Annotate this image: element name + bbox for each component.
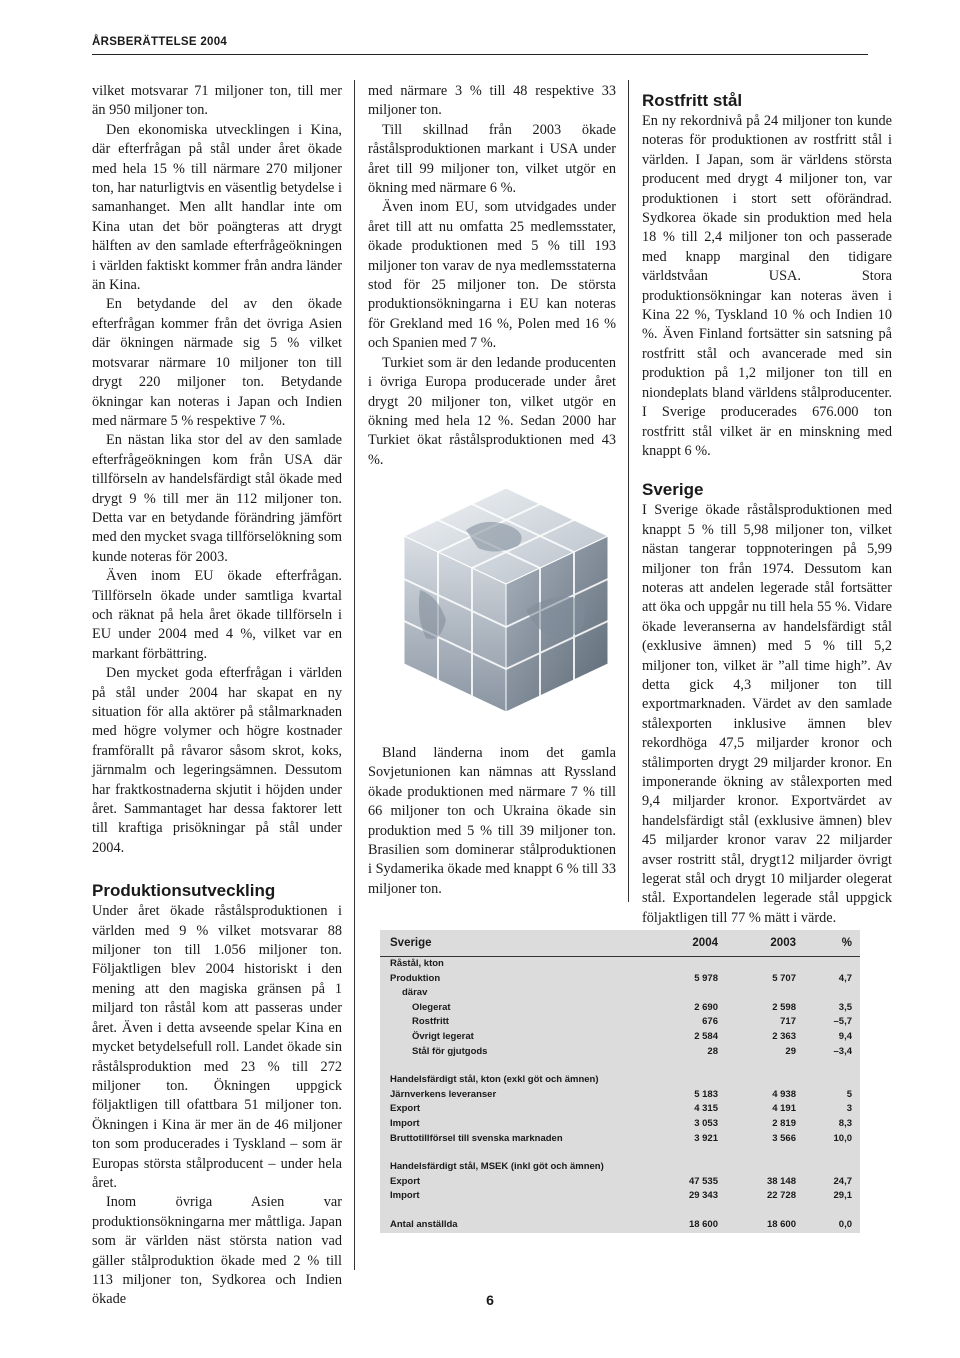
table-spacer-row bbox=[380, 1146, 860, 1160]
table-value bbox=[718, 957, 796, 972]
column-2 bbox=[368, 82, 616, 470]
header-rule bbox=[92, 54, 868, 55]
heading-rostfritt-stal: Rostfritt stål bbox=[642, 91, 743, 110]
table-pad bbox=[380, 957, 390, 972]
table-value bbox=[718, 1073, 796, 1088]
table-value bbox=[796, 1073, 852, 1088]
table-value bbox=[640, 1160, 718, 1175]
table-value: 8,3 bbox=[838, 1117, 852, 1129]
table-value: 0,0 bbox=[838, 1218, 852, 1230]
table-value: 29,1 bbox=[833, 1190, 852, 1202]
table-value bbox=[640, 1073, 718, 1088]
table-pad bbox=[852, 1073, 860, 1088]
table-value: 2 690 bbox=[694, 1001, 718, 1013]
table-value: 18 600 bbox=[688, 1218, 718, 1230]
table-value bbox=[640, 957, 718, 972]
table-value: 5 707 bbox=[772, 972, 796, 984]
table-row bbox=[380, 1001, 860, 1016]
table-value: 18 600 bbox=[766, 1218, 796, 1230]
table-value: 2 819 bbox=[772, 1117, 796, 1129]
table-row bbox=[380, 1132, 860, 1147]
table-pad bbox=[852, 930, 860, 957]
table-row-label: Antal anställda bbox=[390, 1218, 458, 1230]
table-value: –3,4 bbox=[833, 1045, 852, 1057]
paragraph: Till skillnad från 2003 ökade råstålsproduktionen markant i USA under året till 99 miljoner ton, vilket utgör en ökning med närmare 6 %. bbox=[368, 121, 616, 197]
table-value: 2 584 bbox=[694, 1030, 718, 1042]
column-1-body-2 bbox=[92, 902, 342, 1310]
sverige-statistics-table bbox=[380, 930, 860, 1233]
table-pad bbox=[852, 1175, 860, 1190]
paragraph: Under året ökade råstålsproduktionen i världen med 9 % vilket motsvarar 88 miljoner ton till 1.056 miljoner ton. Följaktligen blev 2004 historiskt i den mening att den magiska gränsen på 1 miljard ton råstål kom att passeras under året. Även i detta avseende spelar Kina en mycket betydelsefull roll. Landet ökade sin råstålsproduktion med 23 % till 272 miljoner ton. Ökningen uppgick följaktligen till ofattbara 51 miljoner ton. Ökningen i Kina är mer än de 46 miljoner ton som producerades i Tyskland – som är Europas största stålproducent – under hela året. bbox=[92, 903, 342, 1191]
table-value: 28 bbox=[707, 1045, 718, 1057]
table-spacer-row bbox=[380, 1204, 860, 1218]
column-divider-2 bbox=[628, 80, 629, 902]
table-pad bbox=[380, 1001, 390, 1016]
table-value: 3 921 bbox=[694, 1132, 718, 1144]
table-row-label: Export bbox=[390, 1103, 421, 1115]
table-pad bbox=[852, 1132, 860, 1147]
table-pad bbox=[380, 1088, 390, 1103]
paragraph: med närmare 3 % till 48 respektive 33 miljoner ton. bbox=[368, 83, 616, 119]
globe-cube-image bbox=[396, 480, 616, 720]
table-value: 2 363 bbox=[772, 1030, 796, 1042]
table-row bbox=[380, 1045, 860, 1060]
table-row bbox=[380, 1073, 860, 1088]
table-row bbox=[380, 1015, 860, 1030]
paragraph: Turkiet som är den ledande producenten i övriga Europa producerade under året drygt 20 miljoner ton, vilket utgör en ökning med hela 12 %. Sedan 2000 har Turkiet ökat råstålsproduktionen med 43 %. bbox=[368, 354, 616, 468]
column-1-body bbox=[92, 82, 342, 858]
paragraph: En betydande del av den ökade efterfrågan kommer från det övriga Asien där ökningen närmade sig 5 % vilket motsvarar närmare 10 miljoner ton till drygt 220 miljoner ton. Betydande ökningar kan noteras i Japan och Indien med närmare 5 % respektive 7 %. bbox=[92, 296, 342, 429]
table-pad bbox=[852, 1001, 860, 1016]
paragraph: Den mycket goda efterfrågan i världen på stål under 2004 har skapat en ny situation för alla aktörer på stålmarknaden med högre volymer och högre kostnader framförallt på råvaror såsom skrot, koks, järnmalm och legeringsämnen. Dessutom har fraktkostnaderna skjutit i höjden under året. Sammantaget har dessa faktorer lett till kraftiga prisökningar på stål under 2004. bbox=[92, 665, 342, 856]
table-row bbox=[380, 986, 860, 1001]
table-row-label: Handelsfärdigt stål, kton (exkl göt och ämnen) bbox=[390, 1074, 599, 1086]
table-row bbox=[380, 1218, 860, 1233]
paragraph: vilket motsvarar 71 miljoner ton, till mer än 950 miljoner ton. bbox=[92, 83, 342, 119]
column-2-body-2 bbox=[368, 744, 616, 899]
table-pad bbox=[380, 1102, 390, 1117]
table-value: 2 598 bbox=[772, 1001, 796, 1013]
column-3-body-1 bbox=[642, 112, 892, 461]
table-header-year: 2004 bbox=[640, 930, 718, 957]
table-value: 9,4 bbox=[838, 1030, 852, 1042]
table-value bbox=[796, 957, 852, 972]
table-pad bbox=[852, 1030, 860, 1045]
running-header: ÅRSBERÄTTELSE 2004 bbox=[92, 36, 228, 48]
table-row bbox=[380, 1117, 860, 1132]
table-value: 4 315 bbox=[694, 1103, 718, 1115]
table-value: 47 535 bbox=[688, 1175, 718, 1187]
table-pad bbox=[380, 1218, 390, 1233]
table-value: 3 bbox=[846, 1103, 852, 1115]
column-divider-1 bbox=[354, 80, 355, 1270]
paragraph: I Sverige ökade råstålsproduktionen med knappt 5 % till 5,98 miljoner ton, vilket nästan tangerar toppnoteringen på 5,99 miljoner ton från 1974. Dessutom kan noteras att andelen legerade stål fortsätter att öka och uppgår nu till hela 55 %. Vidare ökade leveranserna av handelsfärdigt stål (exklusive ämnen) med 5 % till 5,2 miljoner ton, vilket är ”all time high”. Av detta gick 4,3 miljoner ton till exportmarknaden. Värdet av den samlade stålexporten inklusive ämnen blev rekordhöga 47,5 miljarder kronor och stålimporten drygt 29 miljarder kronor. En imponerande ökning av stålexporten med 9,4 miljarder kronor. Exportvärdet av handelsfärdigt stål (exklusive ämnen) blev 45 miljarder kronor varav 22 miljarder avser rostritt stål, drygt12 miljarder övrigt legerat stål och drygt 10 miljarder olegerat stål. Exportandelen legerade stål uppgick följaktligen till 77 % mätt i värde. bbox=[642, 502, 892, 926]
table-row-label: Stål för gjutgods bbox=[412, 1045, 488, 1057]
paragraph: En ny rekordnivå på 24 miljoner ton kunde noteras för produktionen av rostfritt stål i världen. I Japan, som är världens största producent med drygt 4 miljoner ton, var produktionen i stort sett oförändrad. Sydkorea ökade sin produktion med hela 18 % till 2,4 miljoner ton och passerade med knapp marginal den tidigare världstvåan USA. Stora produktionsökningar kan noteras även i Kina 22 %, Tyskland 10 % och Indien 10 %. Även Finland fortsätter sin satsning på rostfritt stål och avancerade med sin produktion på 1,2 miljoner ton till en niondeplats bland världens stålproducenter. I Sverige producerades 676.000 ton rostfritt stål vilket är en minskning med knappt 6 %. bbox=[642, 113, 892, 459]
table-row-label: Rostfritt bbox=[412, 1016, 449, 1028]
column-3 bbox=[642, 90, 892, 928]
paragraph: Den ekonomiska utvecklingen i Kina, där efterfrågan på stål under året ökade med hela 15 % till närmare 270 miljoner ton, har naturligtvis en väsentlig betydelse i samanhanget. Men allt handlar inte om Kina utan det bör poängteras att drygt hälften av den samlade efterfrågeökningen i världen faktiskt kommer från andra länder än Kina. bbox=[92, 121, 342, 294]
table-pad bbox=[852, 1045, 860, 1060]
table-pad bbox=[380, 1045, 390, 1060]
table-row bbox=[380, 1088, 860, 1103]
table-row-label: Produktion bbox=[390, 972, 441, 984]
table-spacer bbox=[380, 1204, 860, 1218]
paragraph: Inom övriga Asien var produktionsökningarna mer måttliga. Japan som är världen näst största nation vad gäller stålproduktion ökade med 2 % till 113 miljoner ton, Sydkorea och Indien ökade bbox=[92, 1194, 342, 1308]
table-pad bbox=[380, 1073, 390, 1088]
table-row-label: Import bbox=[390, 1190, 420, 1202]
table-value: 3 566 bbox=[772, 1132, 796, 1144]
table-row bbox=[380, 1189, 860, 1204]
table-value bbox=[640, 986, 718, 1001]
table-header-percent: % bbox=[796, 930, 852, 957]
table-pad bbox=[380, 1189, 390, 1204]
column-3-body-2 bbox=[642, 501, 892, 928]
table-value: –5,7 bbox=[833, 1016, 852, 1028]
table-pad bbox=[852, 1088, 860, 1103]
table-header-year: 2003 bbox=[718, 930, 796, 957]
table-pad bbox=[380, 1117, 390, 1132]
table-header-row bbox=[380, 930, 860, 957]
table-row-label: Handelsfärdigt stål, MSEK (inkl göt och ämnen) bbox=[390, 1161, 604, 1173]
table-value: 4 191 bbox=[772, 1103, 796, 1115]
table-spacer-row bbox=[380, 1059, 860, 1073]
table-pad bbox=[380, 1015, 390, 1030]
paragraph: Även inom EU, som utvidgades under året till att nu omfatta 25 medlemsstater, ökade produktionen med 5 % till 193 miljoner ton varav de nya medlemsstaterna stod för 25 miljoner ton. De största produktionsökningarna i EU kan noteras för Grekland med 16 %, Polen med 16 % och Spanien med 7 %. bbox=[368, 199, 616, 352]
table-value: 3 053 bbox=[694, 1117, 718, 1129]
table-row bbox=[380, 1160, 860, 1175]
table-value: 4,7 bbox=[838, 972, 852, 984]
page-number: 6 bbox=[486, 1292, 494, 1308]
table-row-label: Bruttotillförsel till svenska marknaden bbox=[390, 1132, 563, 1144]
table-header-label: Sverige bbox=[390, 930, 640, 957]
table-value bbox=[796, 1160, 852, 1175]
table-row-label: Olegerat bbox=[412, 1001, 451, 1013]
table-row bbox=[380, 1102, 860, 1117]
table-value: 676 bbox=[702, 1016, 718, 1028]
table-row-label: Råstål, kton bbox=[390, 958, 444, 969]
table-value: 5 978 bbox=[694, 972, 718, 984]
table-pad bbox=[852, 1160, 860, 1175]
table-row-label: därav bbox=[402, 987, 428, 999]
table-row-label: Import bbox=[390, 1117, 420, 1129]
table-value: 5 183 bbox=[694, 1088, 718, 1100]
table-row-label: Järnverkens leveranser bbox=[390, 1088, 497, 1100]
table-value: 29 343 bbox=[688, 1190, 718, 1202]
table-value: 29 bbox=[785, 1045, 796, 1057]
table-value: 22 728 bbox=[766, 1190, 796, 1202]
table-spacer bbox=[380, 1146, 860, 1160]
heading-produktionsutveckling: Produktionsutveckling bbox=[92, 881, 276, 901]
column-2-body bbox=[368, 82, 616, 470]
table-pad bbox=[380, 1160, 390, 1175]
table-row-label: Export bbox=[390, 1175, 421, 1187]
table-pad bbox=[380, 1132, 390, 1147]
table-row bbox=[380, 957, 860, 972]
paragraph: Även inom EU ökade efterfrågan. Tillförseln ökade under samtliga kvartal och räknat på hela året ökade tillförseln i EU under 2004 med 4 %, vilket var en markant förbättring. bbox=[92, 568, 342, 662]
table-value: 717 bbox=[780, 1016, 796, 1028]
table-pad bbox=[852, 1015, 860, 1030]
table-pad bbox=[852, 1117, 860, 1132]
column-1 bbox=[92, 82, 342, 1310]
table-value: 24,7 bbox=[833, 1175, 852, 1187]
table-value: 38 148 bbox=[766, 1175, 796, 1187]
table-row-label: Övrigt legerat bbox=[412, 1030, 474, 1042]
table-pad bbox=[852, 986, 860, 1001]
table-row bbox=[380, 1175, 860, 1190]
table-value bbox=[796, 986, 852, 1001]
heading-sverige: Sverige bbox=[642, 480, 704, 500]
table-value: 3,5 bbox=[838, 1001, 852, 1013]
table-row bbox=[380, 1030, 860, 1045]
column-2-lower bbox=[368, 744, 616, 899]
table-value: 10,0 bbox=[833, 1132, 852, 1144]
table-pad bbox=[852, 1218, 860, 1233]
table-pad bbox=[380, 1030, 390, 1045]
table-value: 4 938 bbox=[772, 1088, 796, 1100]
table-spacer bbox=[380, 1059, 860, 1073]
table-row bbox=[380, 972, 860, 987]
table-pad bbox=[380, 972, 390, 987]
table-pad bbox=[380, 986, 390, 1001]
table-pad bbox=[380, 1175, 390, 1190]
table-pad bbox=[852, 1102, 860, 1117]
table-value: 5 bbox=[846, 1088, 852, 1100]
paragraph: Bland länderna inom det gamla Sovjetunionen kan nämnas att Ryssland ökade produktionen med närmare 7 % till 66 miljoner ton och Ukraina ökade sin produktion med 5 % till 39 miljoner ton. Brasilien som dominerar stålproduktionen i Sydamerika ökade med knappt 6 % till 33 miljoner ton. bbox=[368, 745, 616, 897]
table-pad bbox=[380, 930, 390, 957]
table-value bbox=[718, 1160, 796, 1175]
table-pad bbox=[852, 972, 860, 987]
table-pad bbox=[852, 1189, 860, 1204]
table-value bbox=[718, 986, 796, 1001]
paragraph: En nästan lika stor del av den samlade efterfrågeökningen kom från USA där tillförseln av handelsfärdigt stål ökade med drygt 9 % till mer än 112 miljoner ton. Detta var en betydande förändring jämfört med den mycket svaga tillförselökning som kunde noteras för 2003. bbox=[92, 432, 342, 565]
table-pad bbox=[852, 957, 860, 972]
